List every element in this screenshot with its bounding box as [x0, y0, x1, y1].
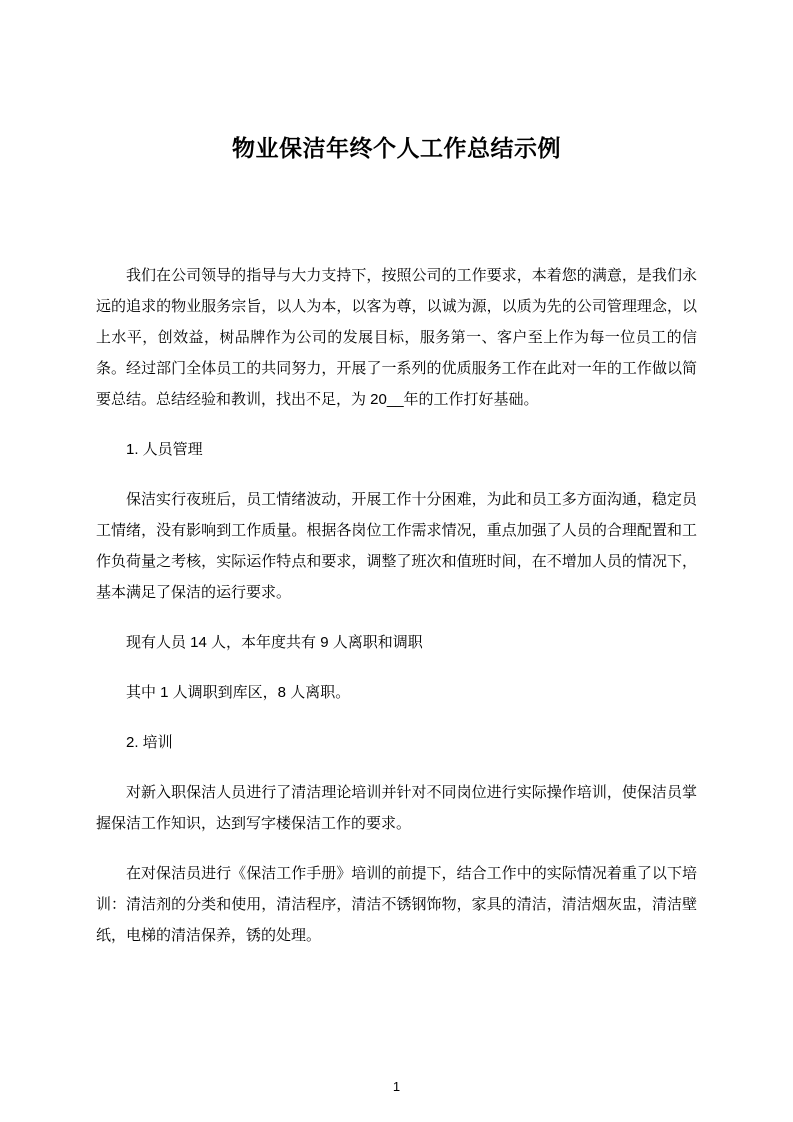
- paragraph-intro: 我们在公司领导的指导与大力支持下，按照公司的工作要求，本着您的满意，是我们永远的追求的物业服务宗旨，以人为本，以客为尊，以诚为源，以质为先的公司管理理念，以上水平，创效益，树品牌作为公司的发展目标，服务第一、客户至上作为每一位员工的信条。经过部门全体员工的共同努力，开展了一系列的优质服务工作在此对一年的工作做以简要总结。总结经验和教训，找出不足，为 20__年的工作打好基础。: [96, 267, 697, 409]
- paragraph-staff-count: 现有人员 14 人，本年度共有 9 人离职和调职: [126, 634, 423, 652]
- document-body: [96, 260, 697, 951]
- paragraph-staff-breakdown: 其中 1 人调职到库区，8 人离职。: [126, 684, 351, 702]
- paragraph-section-2-heading: 2. 培训: [126, 734, 173, 752]
- paragraph-section-1-body: 保洁实行夜班后，员工情绪波动，开展工作十分困难，为此和员工多方面沟通，稳定员工情绪，没有影响到工作质量。根据各岗位工作需求情况，重点加强了人员的合理配置和工作负荷量之考核，实际运作特点和要求，调整了班次和值班时间，在不增加人员的情况下，基本满足了保洁的运行要求。: [96, 491, 697, 602]
- paragraph-section-2-body-2: 在对保洁员进行《保洁工作手册》培训的前提下，结合工作中的实际情况着重了以下培训：清洁剂的分类和使用，清洁程序，清洁不锈钢饰物，家具的清洁，清洁烟灰盅，清洁壁纸，电梯的清洁保养，锈的处理。: [96, 865, 697, 945]
- paragraph-section-1-heading: 1. 人员管理: [126, 441, 203, 459]
- page-title: 物业保洁年终个人工作总结示例: [232, 135, 561, 161]
- paragraph-section-2-body-1: 对新入职保洁人员进行了清洁理论培训并针对不同岗位进行实际操作培训，使保洁员掌握保洁工作知识，达到写字楼保洁工作的要求。: [96, 784, 697, 833]
- page-number: 1: [392, 1079, 401, 1094]
